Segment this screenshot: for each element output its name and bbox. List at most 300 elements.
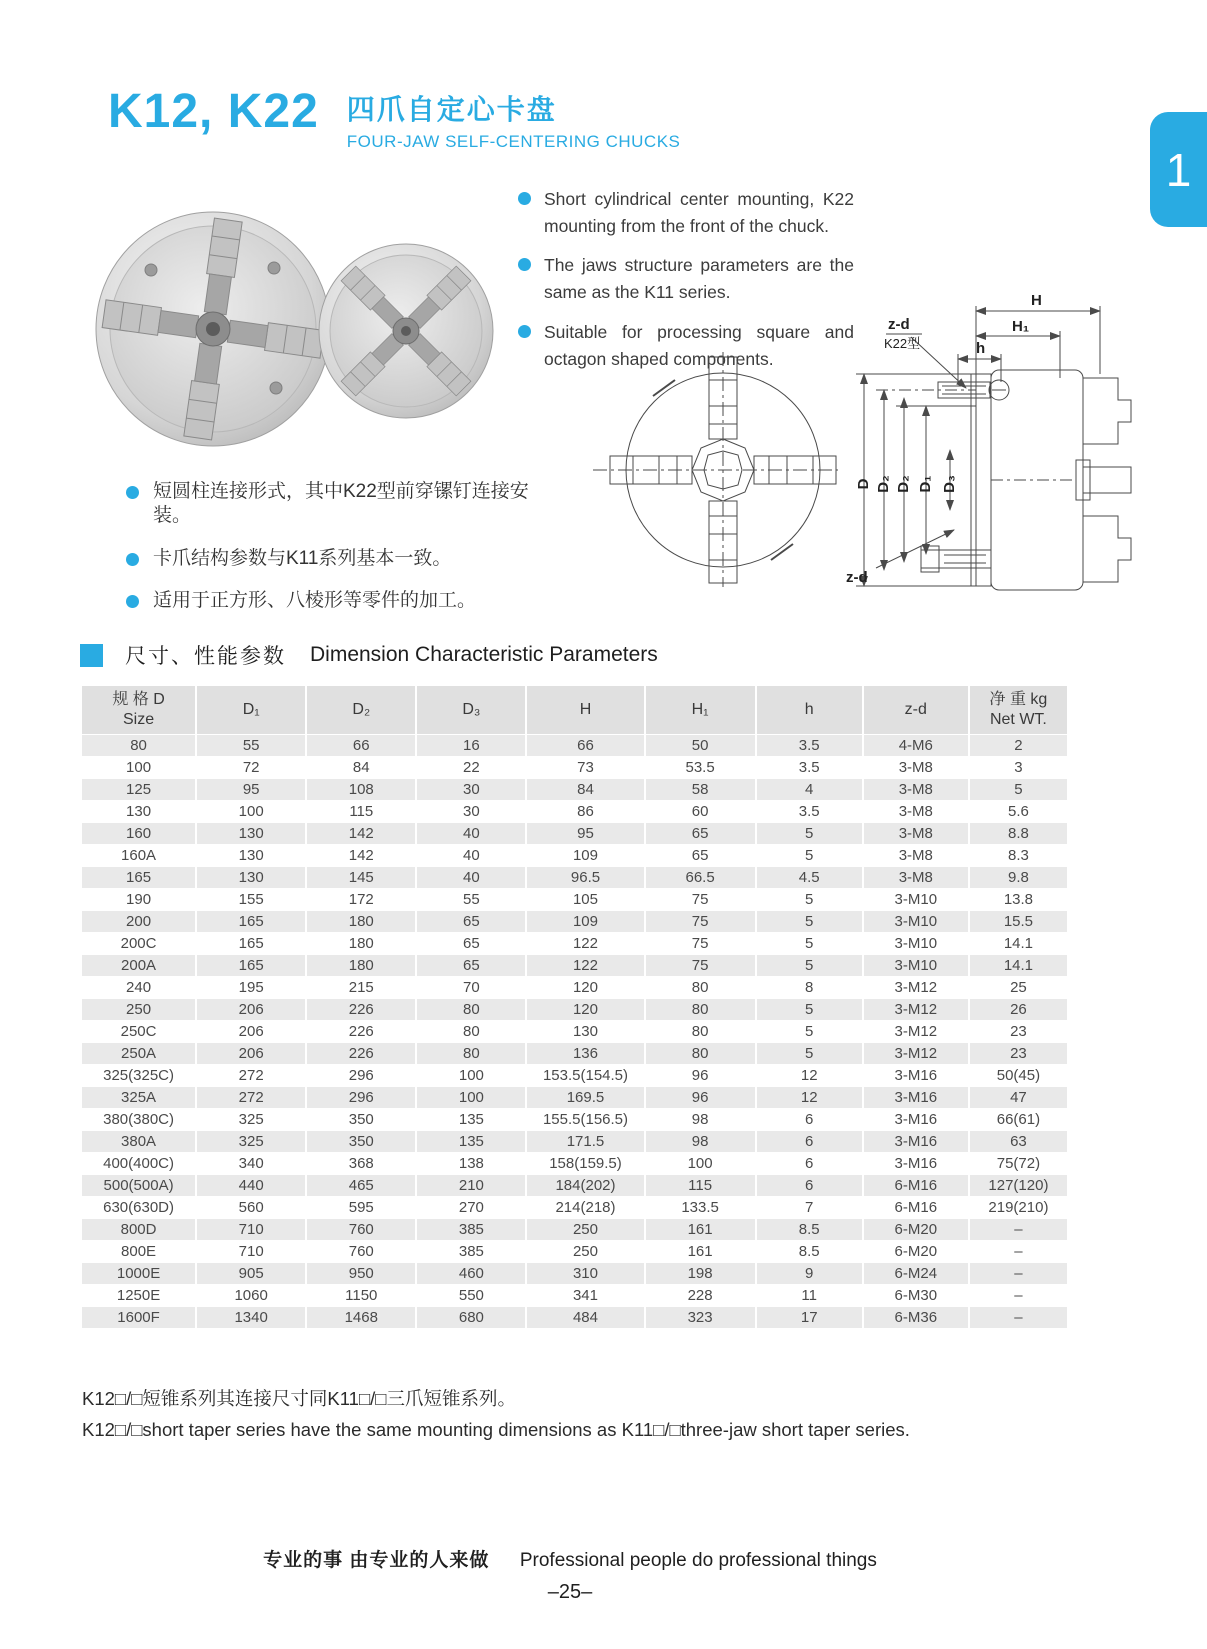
table-cell: 98 [645,1130,756,1152]
table-cell: 26 [969,998,1068,1020]
table-cell: 14.1 [969,932,1068,954]
table-cell: 3.5 [756,756,863,778]
table-cell: 1000E [82,1262,196,1284]
model-title: K12, K22 [108,85,319,138]
table-cell: 120 [526,998,644,1020]
table-cell: 3-M12 [863,1042,969,1064]
table-cell: 47 [969,1086,1068,1108]
table-cell: 6-M30 [863,1284,969,1306]
table-cell: 130 [82,800,196,822]
table-cell: – [969,1262,1068,1284]
table-row [82,976,1068,998]
table-row [82,1284,1068,1306]
table-cell: 5 [756,998,863,1020]
table-cell: 210 [416,1174,526,1196]
bullet-dot-icon [518,192,531,205]
table-cell: 5 [756,954,863,976]
table-cell: 95 [526,822,644,844]
table-cell: 142 [306,822,416,844]
table-cell: 950 [306,1262,416,1284]
col-weight [969,686,1068,734]
table-cell: 16 [416,734,526,756]
table-cell: 63 [969,1130,1068,1152]
col-weight-en: Net WT. [989,710,1047,728]
table-cell: 3 [969,756,1068,778]
table-cell: 5 [756,844,863,866]
table-cell: 109 [526,844,644,866]
table-cell: 296 [306,1064,416,1086]
dim-label-zd-bottom: z-d [846,569,868,586]
dim-label-D2b: D₂ [895,475,912,493]
table-cell: 1250E [82,1284,196,1306]
col-size [82,686,196,734]
table-cell: 6-M20 [863,1218,969,1240]
table-cell: 169.5 [526,1086,644,1108]
table-cell: 50 [645,734,756,756]
table-cell: 96 [645,1086,756,1108]
table-cell: 250 [82,998,196,1020]
col-H: H [526,686,644,734]
table-cell: 72 [196,756,306,778]
table-cell: 385 [416,1218,526,1240]
page-number: –25– [547,1581,593,1603]
table-cell: 3-M8 [863,822,969,844]
table-cell: 200C [82,932,196,954]
table-cell: 115 [645,1174,756,1196]
table-cell: 226 [306,1042,416,1064]
table-cell: 136 [526,1042,644,1064]
table-cell: 350 [306,1130,416,1152]
table-cell: 1060 [196,1284,306,1306]
feature-text: 短圆柱连接形式，其中K22型前穿镙钉连接安装。 [153,481,529,526]
table-cell: 6 [756,1174,863,1196]
table-cell: 86 [526,800,644,822]
table-cell: 195 [196,976,306,998]
table-cell: 500(500A) [82,1174,196,1196]
table-cell: 200 [82,910,196,932]
table-cell: 595 [306,1196,416,1218]
section-title-english: Dimension Characteristic Parameters [310,643,658,666]
col-d2: D₂ [306,686,416,734]
table-cell: 12 [756,1064,863,1086]
table-cell: 155.5(156.5) [526,1108,644,1130]
table-cell: 3-M12 [863,976,969,998]
dim-label-D1: D₁ [917,475,934,493]
table-cell: 3-M16 [863,1130,969,1152]
bullet-dot-icon [126,595,139,608]
table-cell: 3-M8 [863,844,969,866]
table-cell: 215 [306,976,416,998]
table-cell: 6-M16 [863,1174,969,1196]
table-cell: 6-M24 [863,1262,969,1284]
table-cell: 70 [416,976,526,998]
table-cell: 7 [756,1196,863,1218]
note-chinese: K12□/□短锥系列其连接尺寸同K11□/□三爪短锥系列。 [82,1388,516,1409]
table-cell: – [969,1306,1068,1328]
table-cell: – [969,1284,1068,1306]
table-cell: 120 [526,976,644,998]
table-row [82,1174,1068,1196]
table-cell: 6 [756,1152,863,1174]
table-row [82,1130,1068,1152]
table-cell: 400(400C) [82,1152,196,1174]
table-cell: 250A [82,1042,196,1064]
table-row [82,1196,1068,1218]
table-cell: 6-M20 [863,1240,969,1262]
table-cell: 296 [306,1086,416,1108]
table-cell: 160 [82,822,196,844]
col-size-zh: 规 格 D [112,690,165,708]
table-row [82,1240,1068,1262]
slogan-chinese: 专业的事 由专业的人来做 [263,1550,490,1571]
table-cell: 125 [82,778,196,800]
table-cell: 905 [196,1262,306,1284]
col-d3: D₃ [416,686,526,734]
table-cell: 75 [645,910,756,932]
table-row [82,1042,1068,1064]
table-cell: 190 [82,888,196,910]
table-cell: 180 [306,910,416,932]
section-title-chinese: 尺寸、性能参数 [125,645,286,668]
table-cell: 115 [306,800,416,822]
table-cell: 98 [645,1108,756,1130]
table-cell: 66(61) [969,1108,1068,1130]
table-cell: 325A [82,1086,196,1108]
table-cell: 368 [306,1152,416,1174]
table-cell: 23 [969,1020,1068,1042]
table-cell: 272 [196,1086,306,1108]
feature-item [126,589,546,613]
table-cell: 484 [526,1306,644,1328]
table-cell: 3-M10 [863,888,969,910]
table-cell: 66 [526,734,644,756]
table-cell: 8 [756,976,863,998]
table-cell: 8.8 [969,822,1068,844]
table-cell: 760 [306,1240,416,1262]
table-cell: 161 [645,1240,756,1262]
table-cell: 14.1 [969,954,1068,976]
table-cell: 3-M8 [863,866,969,888]
table-row [82,866,1068,888]
table-cell: 127(120) [969,1174,1068,1196]
table-cell: 206 [196,1042,306,1064]
dim-label-k22: K22型 [884,336,921,351]
table-cell: 3-M16 [863,1086,969,1108]
table-row [82,1086,1068,1108]
table-cell: 1150 [306,1284,416,1306]
table-cell: 214(218) [526,1196,644,1218]
table-cell: 75 [645,888,756,910]
table-cell: 96 [645,1064,756,1086]
table-cell: 80 [416,998,526,1020]
table-cell: 165 [196,910,306,932]
table-row [82,1262,1068,1284]
table-cell: 250 [526,1218,644,1240]
table-row [82,1218,1068,1240]
table-cell: 80 [645,1042,756,1064]
table-cell: 30 [416,800,526,822]
table-row [82,734,1068,756]
table-cell: 30 [416,778,526,800]
table-cell: 323 [645,1306,756,1328]
feature-list-chinese [126,480,546,632]
table-cell: 80 [82,734,196,756]
table-body [82,734,1068,1328]
slogan-english: Professional people do professional things [519,1550,877,1571]
feature-text: Short cylindrical center mounting, K22 mounting from the front of the chuck. [544,189,854,237]
table-cell: 80 [645,998,756,1020]
table-cell: 3-M8 [863,800,969,822]
table-cell: 3-M16 [863,1152,969,1174]
col-weight-zh: 净 重 kg [989,690,1048,708]
table-cell: 96.5 [526,866,644,888]
table-cell: 161 [645,1218,756,1240]
table-cell: 6-M36 [863,1306,969,1328]
table-cell: 325 [196,1130,306,1152]
bullet-dot-icon [518,258,531,271]
table-cell: 3-M16 [863,1108,969,1130]
table-cell: 84 [526,778,644,800]
table-cell: 100 [645,1152,756,1174]
col-H1: H₁ [645,686,756,734]
title-group [347,86,681,152]
table-cell: 122 [526,954,644,976]
table-row [82,800,1068,822]
table-row [82,1152,1068,1174]
table-cell: 340 [196,1152,306,1174]
table-cell: 25 [969,976,1068,998]
table-cell: 100 [82,756,196,778]
table-cell: 240 [82,976,196,998]
table-cell: 160A [82,844,196,866]
feature-text: The jaws structure parameters are the same as the K11 series. [544,255,854,303]
table-cell: 145 [306,866,416,888]
table-cell: 80 [645,1020,756,1042]
page-header [108,86,680,152]
table-cell: 58 [645,778,756,800]
table-cell: 95 [196,778,306,800]
title-english: FOUR-JAW SELF-CENTERING CHUCKS [346,132,681,151]
table-cell: 80 [645,976,756,998]
table-cell: 165 [196,932,306,954]
table-cell: 270 [416,1196,526,1218]
table-cell: 6 [756,1130,863,1152]
table-cell: 8.3 [969,844,1068,866]
table-cell: 380(380C) [82,1108,196,1130]
table-cell: 325 [196,1108,306,1130]
table-row [82,932,1068,954]
table-cell: 5 [756,1042,863,1064]
table-cell: 5 [756,1020,863,1042]
table-cell: 11 [756,1284,863,1306]
table-row [82,778,1068,800]
dim-label-zd-top: z-d [888,316,910,333]
table-cell: 75 [645,954,756,976]
chuck-face-drawing [593,352,838,587]
table-cell: 184(202) [526,1174,644,1196]
table-header-row [82,686,1068,734]
table-cell: 206 [196,1020,306,1042]
chuck-section-drawing [826,282,1204,612]
table-cell: 40 [416,866,526,888]
table-cell: 130 [526,1020,644,1042]
table-cell: 105 [526,888,644,910]
table-cell: 440 [196,1174,306,1196]
slogan [0,1545,1140,1572]
table-cell: 3-M12 [863,998,969,1020]
table-row [82,1020,1068,1042]
table-cell: 226 [306,1020,416,1042]
table-cell: 130 [196,844,306,866]
table-cell: 15.5 [969,910,1068,932]
table-cell: 760 [306,1218,416,1240]
table-cell: 680 [416,1306,526,1328]
note-english: K12□/□short taper series have the same mounting dimensions as K11□/□three-jaw short taper series. [82,1418,910,1440]
table-cell: 22 [416,756,526,778]
bullet-dot-icon [518,325,531,338]
table-cell: 350 [306,1108,416,1130]
page-footer [0,1545,1140,1604]
table-cell: 200A [82,954,196,976]
feature-item [126,547,546,571]
col-h: h [756,686,863,734]
table-cell: 5 [756,910,863,932]
table-cell: 219(210) [969,1196,1068,1218]
table-cell: 100 [416,1086,526,1108]
table-cell: 60 [645,800,756,822]
table-cell: 250 [526,1240,644,1262]
table-cell: 8.5 [756,1240,863,1262]
table-cell: 550 [416,1284,526,1306]
table-cell: 138 [416,1152,526,1174]
table-cell: 73 [526,756,644,778]
table-cell: 3-M10 [863,954,969,976]
table-row [82,1064,1068,1086]
feature-text: 适用于正方形、八棱形等零件的加工。 [153,590,477,612]
table-cell: 3.5 [756,734,863,756]
table-cell: 180 [306,954,416,976]
table-cell: 65 [416,954,526,976]
table-cell: 84 [306,756,416,778]
table-row [82,1306,1068,1328]
dim-label-D2a: D₂ [875,475,892,493]
table-cell: 465 [306,1174,416,1196]
table-cell: 228 [645,1284,756,1306]
table-cell: 380A [82,1130,196,1152]
table-cell: 65 [416,932,526,954]
title-chinese: 四爪自定心卡盘 [346,94,557,125]
table-cell: 1468 [306,1306,416,1328]
table-cell: 800D [82,1218,196,1240]
chuck-photo-right [319,244,493,418]
col-size-en: Size [122,710,155,728]
table-cell: 65 [416,910,526,932]
table-cell: 65 [645,822,756,844]
table-cell: 40 [416,844,526,866]
dimension-table [82,686,1069,1329]
table-cell: 109 [526,910,644,932]
table-cell: 50(45) [969,1064,1068,1086]
table-row [82,910,1068,932]
table-cell: 5.6 [969,800,1068,822]
table-cell: 710 [196,1240,306,1262]
table-row [82,844,1068,866]
table-cell: 172 [306,888,416,910]
table-cell: 3.5 [756,800,863,822]
table-cell: 630(630D) [82,1196,196,1218]
table-row [82,822,1068,844]
table-cell: 153.5(154.5) [526,1064,644,1086]
table-cell: 135 [416,1108,526,1130]
table-cell: 8.5 [756,1218,863,1240]
table-cell: 17 [756,1306,863,1328]
feature-text: 卡爪结构参数与K11系列基本一致。 [153,547,452,569]
table-cell: 5 [969,778,1068,800]
col-zd: z-d [863,686,969,734]
chapter-tab[interactable] [1150,112,1207,227]
table-cell: 325(325C) [82,1064,196,1086]
table-cell: 9 [756,1262,863,1284]
table-cell: 198 [645,1262,756,1284]
table-cell: 3-M16 [863,1064,969,1086]
table-cell: 53.5 [645,756,756,778]
col-d1: D₁ [196,686,306,734]
table-cell: 108 [306,778,416,800]
feature-text: Suitable for processing square and octagon shaped components. [544,321,854,369]
table-cell: 75(72) [969,1152,1068,1174]
table-cell: 65 [645,844,756,866]
table-cell: 130 [196,866,306,888]
table-cell: 135 [416,1130,526,1152]
table-cell: 3-M8 [863,778,969,800]
table-cell: 250C [82,1020,196,1042]
table-cell: 5 [756,888,863,910]
table-cell: 40 [416,822,526,844]
dim-label-D3: D₃ [941,475,958,493]
table-cell: 66 [306,734,416,756]
section-square-icon [80,644,103,667]
table-cell: 460 [416,1262,526,1284]
table-cell: 130 [196,822,306,844]
table-cell: 226 [306,998,416,1020]
feature-item [518,186,854,240]
table-cell: 2 [969,734,1068,756]
dim-label-H: H [1031,292,1042,309]
table-row [82,1108,1068,1130]
table-cell: 385 [416,1240,526,1262]
table-row [82,998,1068,1020]
table-cell: 165 [82,866,196,888]
table-cell: 75 [645,932,756,954]
table-cell: 6-M16 [863,1196,969,1218]
table-cell: 206 [196,998,306,1020]
table-row [82,954,1068,976]
table-cell: 155 [196,888,306,910]
table-cell: 800E [82,1240,196,1262]
table-cell: 1340 [196,1306,306,1328]
table-cell: – [969,1218,1068,1240]
table-row [82,888,1068,910]
dim-label-H1: H₁ [1012,318,1030,335]
table-cell: 4.5 [756,866,863,888]
table-cell: 55 [196,734,306,756]
section-heading [80,640,658,670]
table-cell: 560 [196,1196,306,1218]
table-cell: 3-M12 [863,1020,969,1042]
table-cell: 55 [416,888,526,910]
table-cell: 100 [416,1064,526,1086]
table-cell: 122 [526,932,644,954]
